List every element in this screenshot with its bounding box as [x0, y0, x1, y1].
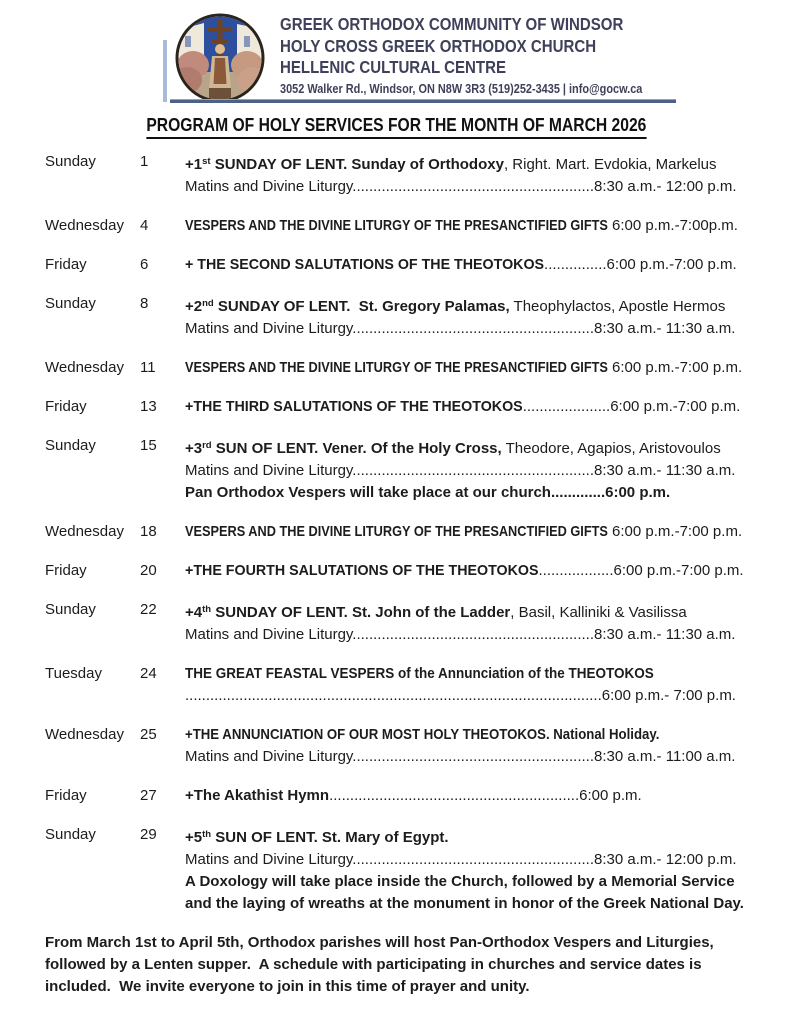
- day-label: Tuesday: [45, 665, 102, 682]
- service-description: [185, 293, 735, 340]
- service-line: +THE FOURTH SALUTATIONS OF THE THEOTOKOS..................6:00 p.m.-7:00 p.m.: [185, 562, 744, 579]
- day-label: Sunday: [45, 153, 96, 170]
- service-line: +The Akathist Hymn............................................................6:00 p.m.: [185, 787, 642, 804]
- day-label: Wednesday: [45, 359, 124, 376]
- org-name-line1: GREEK ORTHODOX COMMUNITY OF WINDSOR: [280, 14, 624, 34]
- schedule-entry: [45, 151, 792, 198]
- service-description: [185, 357, 742, 379]
- footer-line: included. We invite everyone to join in this time of prayer and unity.: [45, 978, 530, 995]
- service-description: [185, 435, 735, 504]
- schedule-entry: [45, 785, 792, 807]
- footer-line: followed by a Lenten supper. A schedule with participating in churches and service dates is: [45, 956, 702, 973]
- day-label: Wednesday: [45, 726, 124, 743]
- schedule-entry: [45, 435, 792, 504]
- service-description: [185, 663, 736, 707]
- holy-cross-elevation-icon: [174, 12, 266, 104]
- date-number: 29: [140, 826, 157, 843]
- day-label: Wednesday: [45, 217, 124, 234]
- schedule-entry: [45, 824, 792, 915]
- schedule-entry: [45, 357, 792, 379]
- service-line: +5th SUN OF LENT. St. Mary of Egypt.: [185, 829, 449, 846]
- day-label: Wednesday: [45, 523, 124, 540]
- date-number: 22: [140, 601, 157, 618]
- service-line: Matins and Divine Liturgy..........................................................8:30 a.m.- 11:30 a.m.: [185, 626, 736, 643]
- date-number: 4: [140, 217, 149, 234]
- date-number: 20: [140, 562, 157, 579]
- schedule-entry: [45, 396, 792, 418]
- day-label: Sunday: [45, 826, 96, 843]
- service-line: Matins and Divine Liturgy..........................................................8:30 a.m.- 11:30 a.m.: [185, 320, 736, 337]
- service-line: VESPERS AND THE DIVINE LITURGY OF THE PRESANCTIFIED GIFTS 6:00 p.m.-7:00 p.m.: [185, 523, 743, 540]
- service-line: +THE THIRD SALUTATIONS OF THE THEOTOKOS.....................6:00 p.m.-7:00 p.m.: [185, 398, 741, 415]
- date-number: 11: [140, 359, 156, 376]
- service-line: +4th SUNDAY OF LENT. St. John of the Ladder, Basil, Kalliniki & Vasilissa: [185, 604, 687, 621]
- service-description: [185, 215, 738, 237]
- service-line: ....................................................................................................6:00 p.m.- 7:00 p.m.: [185, 687, 736, 704]
- service-line: VESPERS AND THE DIVINE LITURGY OF THE PRESANCTIFIED GIFTS 6:00 p.m.-7:00p.m.: [185, 217, 738, 234]
- service-line: +THE ANNUNCIATION OF OUR MOST HOLY THEOTOKOS. National Holiday.: [185, 726, 660, 743]
- service-description: [185, 560, 744, 582]
- service-line: Matins and Divine Liturgy..........................................................8:30 a.m.- 11:30 a.m.: [185, 462, 736, 479]
- date-number: 27: [140, 787, 157, 804]
- date-number: 18: [140, 523, 157, 540]
- schedule-entry: [45, 254, 792, 276]
- title-row: [0, 115, 792, 139]
- org-name-line3: HELLENIC CULTURAL CENTRE: [280, 57, 507, 77]
- service-description: [185, 724, 735, 768]
- service-line: Matins and Divine Liturgy..........................................................8:30 a.m.- 12:00 p.m.: [185, 178, 737, 195]
- footer-line: From March 1st to April 5th, Orthodox parishes will host Pan-Orthodox Vespers and Liturgies,: [45, 934, 714, 951]
- date-number: 15: [140, 437, 157, 454]
- schedule-entry: [45, 560, 792, 582]
- schedule-entry: [45, 599, 792, 646]
- church-letterhead: [0, 0, 792, 104]
- date-number: 6: [140, 256, 149, 273]
- schedule-entry: [45, 215, 792, 237]
- service-description: [185, 599, 735, 646]
- church-logo: [174, 12, 266, 104]
- day-label: Sunday: [45, 437, 96, 454]
- service-description: [185, 396, 740, 418]
- service-description: [185, 824, 744, 915]
- service-line: +3rd SUN OF LENT. Vener. Of the Holy Cross, Theodore, Agapios, Aristovoulos: [185, 440, 721, 457]
- service-line: Matins and Divine Liturgy..........................................................8:30 a.m.- 12:00 p.m.: [185, 851, 737, 868]
- date-number: 1: [140, 153, 149, 170]
- date-number: 13: [140, 398, 157, 415]
- service-line: +1st SUNDAY OF LENT. Sunday of Orthodoxy, Right. Mart. Evdokia, Markelus: [185, 156, 717, 173]
- day-label: Friday: [45, 256, 87, 273]
- service-line: +2nd SUNDAY OF LENT. St. Gregory Palamas, Theophylactos, Apostle Hermos: [185, 298, 726, 315]
- schedule-entry: [45, 293, 792, 340]
- page-title: PROGRAM OF HOLY SERVICES FOR THE MONTH OF MARCH 2026: [146, 115, 646, 139]
- schedule-entry: [45, 521, 792, 543]
- schedule-entry: [45, 663, 792, 707]
- service-line: VESPERS AND THE DIVINE LITURGY OF THE PRESANCTIFIED GIFTS 6:00 p.m.-7:00 p.m.: [185, 359, 743, 376]
- service-line: + THE SECOND SALUTATIONS OF THE THEOTOKOS...............6:00 p.m.-7:00 p.m.: [185, 256, 737, 273]
- date-number: 24: [140, 665, 157, 682]
- date-number: 8: [140, 295, 149, 312]
- service-description: [185, 151, 737, 198]
- date-number: 25: [140, 726, 157, 743]
- day-label: Friday: [45, 562, 87, 579]
- service-line: Matins and Divine Liturgy..........................................................8:30 a.m.- 11:00 a.m.: [185, 748, 736, 765]
- service-description: [185, 521, 742, 543]
- letterhead-accent-line: [163, 40, 167, 102]
- service-description: [185, 785, 642, 807]
- service-line: A Doxology will take place inside the Church, followed by a Memorial Service: [185, 873, 735, 890]
- schedule-list: [0, 151, 792, 915]
- letterhead-text: [280, 14, 711, 97]
- day-label: Sunday: [45, 295, 96, 312]
- schedule-entry: [45, 724, 792, 768]
- org-name-line2: HOLY CROSS GREEK ORTHODOX CHURCH: [280, 35, 597, 56]
- service-line: THE GREAT FEASTAL VESPERS of the Annunciation of the THEOTOKOS: [185, 665, 654, 682]
- footer-note: [0, 932, 792, 998]
- service-line: and the laying of wreaths at the monument in honor of the Greek National Day.: [185, 895, 744, 912]
- header-divider: [170, 99, 676, 103]
- service-line: Pan Orthodox Vespers will take place at our church.............6:00 p.m.: [185, 484, 671, 501]
- day-label: Friday: [45, 398, 87, 415]
- day-label: Sunday: [45, 601, 96, 618]
- address-contact-line: 3052 Walker Rd., Windsor, ON N8W 3R3 (519)252-3435 | info@gocw.ca: [280, 80, 643, 96]
- day-label: Friday: [45, 787, 87, 804]
- service-description: [185, 254, 737, 276]
